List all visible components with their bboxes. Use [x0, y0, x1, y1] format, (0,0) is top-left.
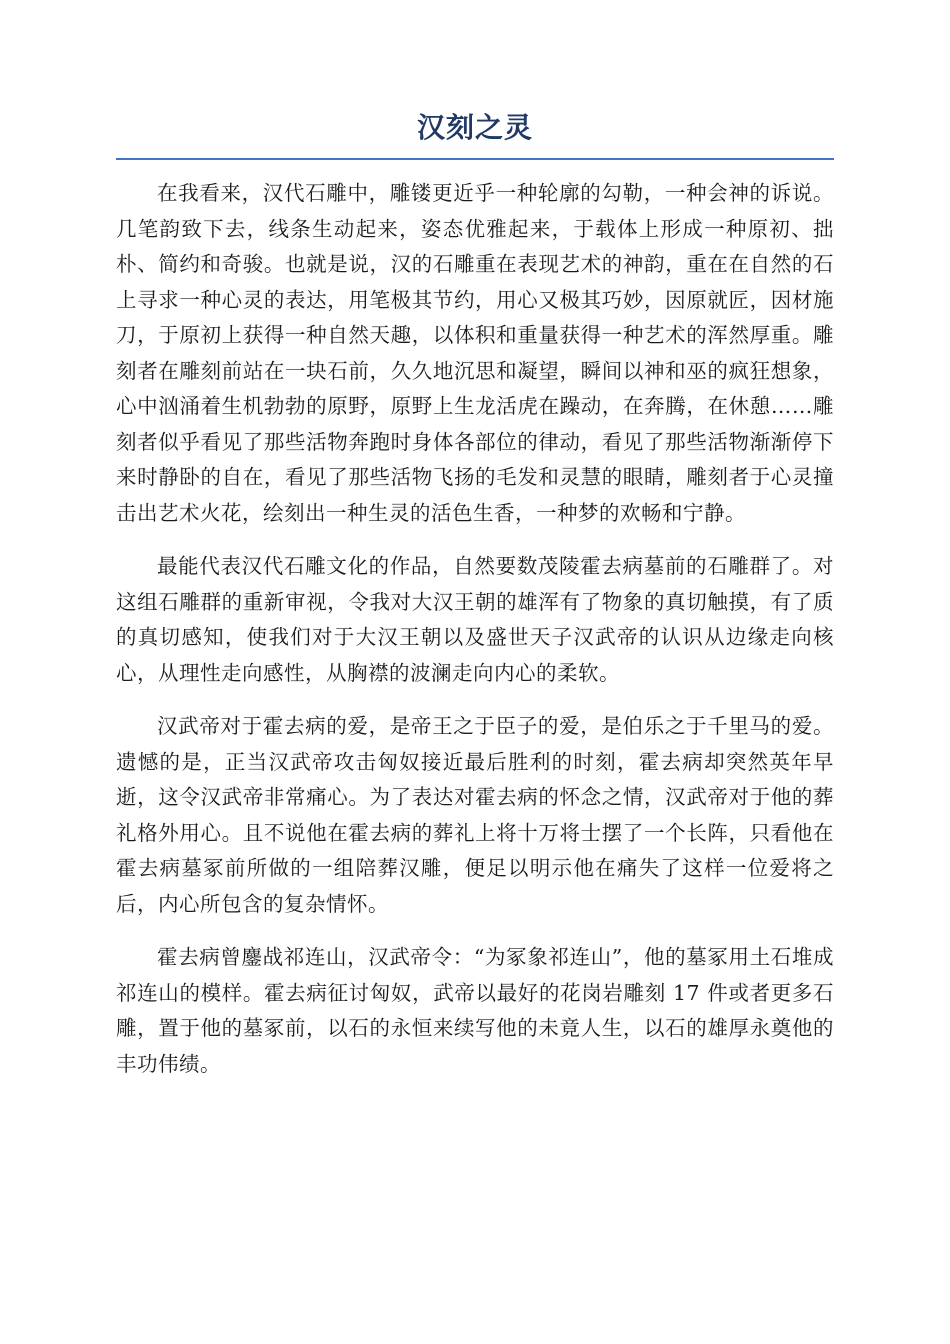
paragraph-3: 汉武帝对于霍去病的爱，是帝王之于臣子的爱，是伯乐之于千里马的爱。遗憾的是，正当汉武帝攻击匈奴接近最后胜利的时刻，霍去病却突然英年早逝，这令汉武帝非常痛心。为了表达对霍去病的怀念之情，汉武帝对于他的葬礼格外用心。且不说他在霍去病的葬礼上将十万将士摆了一个长阵，只看他在霍去病墓冢前所做的一组陪葬汉雕，便足以明示他在痛失了这样一位爱将之后，内心所包含的复杂情怀。 [116, 714, 834, 916]
title-underline [116, 158, 834, 160]
paragraph-1: 在我看来，汉代石雕中，雕镂更近乎一种轮廓的勾勒，一种会神的诉说。几笔韵致下去，线条生动起来，姿态优雅起来，于载体上形成一种原初、拙朴、简约和奇骏。也就是说，汉的石雕重在表现艺术的神韵，重在在自然的石上寻求一种心灵的表达，用笔极其节约，用心又极其巧妙，因原就匠，因材施刀，于原初上获得一种自然天趣，以体积和重量获得一种艺术的浑然厚重。雕刻者在雕刻前站在一块石前，久久地沉思和凝望，瞬间以神和巫的疯狂想象，心中汹涌着生机勃勃的原野，原野上生龙活虎在躁动，在奔腾，在休憩……雕刻者似乎看见了那些活物奔跑时身体各部位的律动，看见了那些活物渐渐停下来时静卧的自在，看见了那些活物飞扬的毛发和灵慧的眼睛，雕刻者于心灵撞击出艺术火花，绘刻出一种生灵的活色生香，一种梦的欢畅和宁静。 [116, 181, 834, 525]
document-page [116, 100, 834, 1100]
document-title: 汉刻之灵 [416, 111, 533, 144]
paragraph-4: 霍去病曾鏖战祁连山，汉武帝令：“为冢象祁连山”，他的墓冢用土石堆成祁连山的模样。霍去病征讨匈奴，武帝以最好的花岗岩雕刻 17 件或者更多石雕，置于他的墓冢前，以石的永恒来续写他的未竟人生，以石的雄厚永奠他的丰功伟绩。 [116, 945, 834, 1076]
paragraph-2: 最能代表汉代石雕文化的作品，自然要数茂陵霍去病墓前的石雕群了。对这组石雕群的重新审视，令我对大汉王朝的雄浑有了物象的真切触摸，有了质的真切感知，使我们对于大汉王朝以及盛世天子汉武帝的认识从边缘走向核心，从理性走向感性，从胸襟的波澜走向内心的柔软。 [116, 554, 834, 685]
